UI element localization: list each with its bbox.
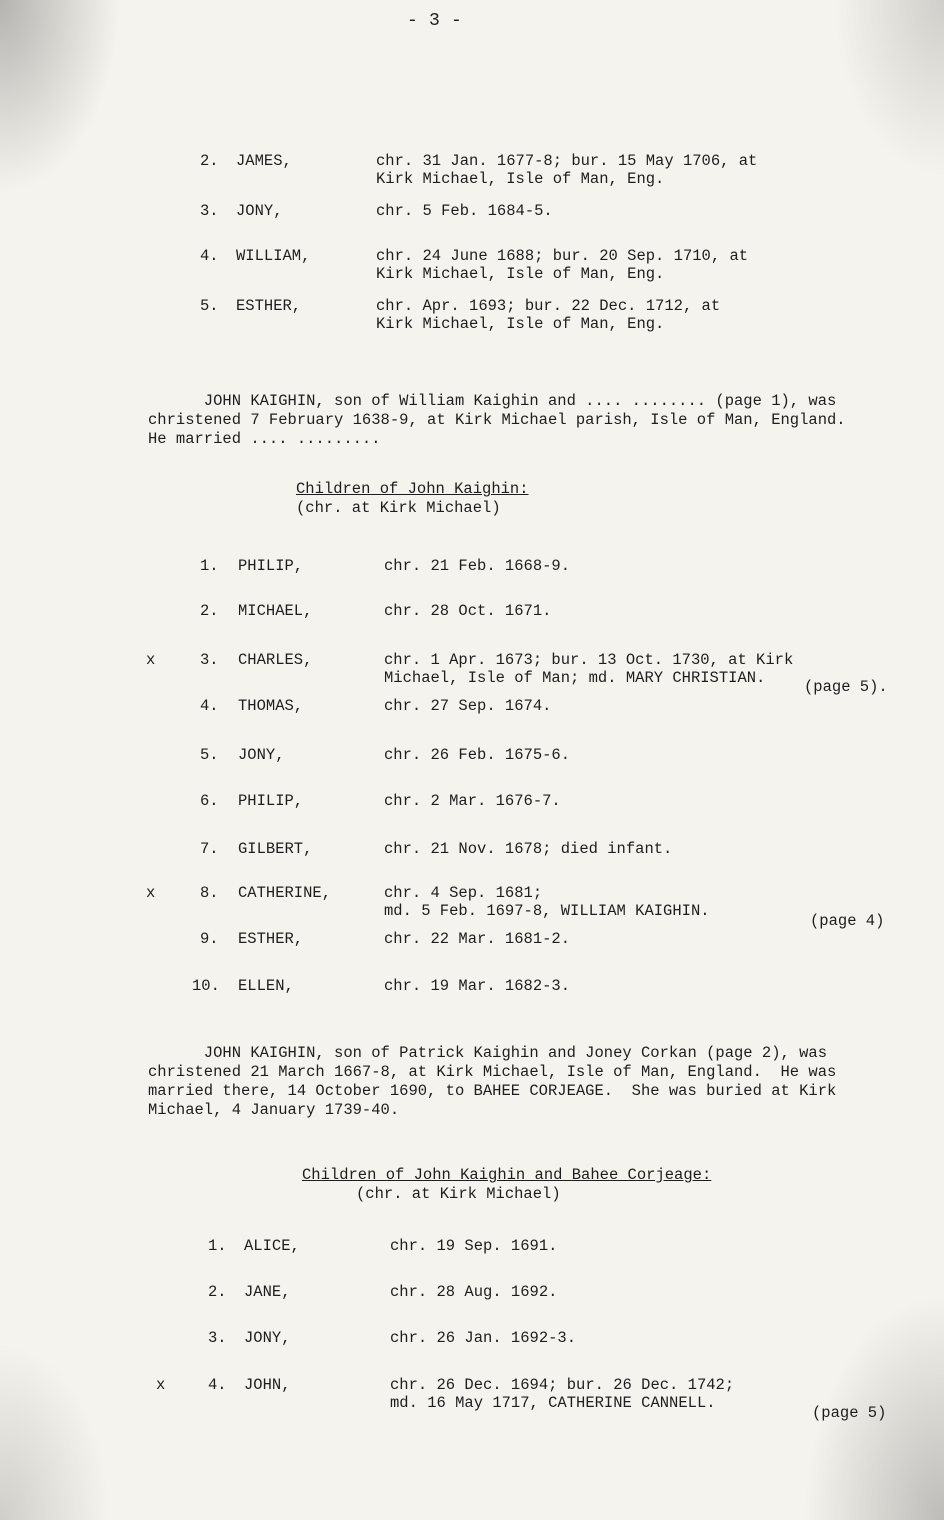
item-detail: chr. 21 Feb. 1668-9. xyxy=(384,557,571,575)
item-name: PHILIP, xyxy=(238,792,304,810)
item-detail: chr. 4 Sep. 1681; md. 5 Feb. 1697-8, WILLIAM KAIGHIN. xyxy=(384,884,710,920)
x-mark: x xyxy=(146,884,156,902)
item-detail: chr. 24 June 1688; bur. 20 Sep. 1710, at Kirk Michael, Isle of Man, Eng. xyxy=(376,247,749,283)
page-number: - 3 - xyxy=(407,11,463,31)
item-number: 3. xyxy=(200,202,219,220)
heading-subtitle: (chr. at Kirk Michael) xyxy=(296,499,501,517)
item-name: THOMAS, xyxy=(238,697,304,715)
item-detail: chr. 28 Oct. 1671. xyxy=(384,602,552,620)
paragraph-john-kaighin-1: JOHN KAIGHIN, son of William Kaighin and .... ........ (page 1), was christened 7 February 1638-9, at Kirk Michael parish, Isle of Man, England. He married .... ......... xyxy=(148,392,846,448)
heading-title: Children of John Kaighin: xyxy=(296,480,529,498)
page-reference: (page 4) xyxy=(810,912,885,930)
item-detail: chr. 22 Mar. 1681-2. xyxy=(384,930,571,948)
item-name: PHILIP, xyxy=(238,557,304,575)
item-detail: chr. 26 Dec. 1694; bur. 26 Dec. 1742; md. 16 May 1717, CATHERINE CANNELL. xyxy=(390,1376,735,1412)
x-mark: x xyxy=(156,1376,166,1394)
item-number: 7. xyxy=(200,840,219,858)
item-detail: chr. 19 Mar. 1682-3. xyxy=(384,977,571,995)
page-reference: (page 5) xyxy=(812,1404,887,1422)
item-detail: chr. 27 Sep. 1674. xyxy=(384,697,552,715)
heading-subtitle: (chr. at Kirk Michael) xyxy=(356,1185,561,1203)
item-detail: chr. Apr. 1693; bur. 22 Dec. 1712, at Kirk Michael, Isle of Man, Eng. xyxy=(376,297,721,333)
item-number: 9. xyxy=(200,930,219,948)
item-number: 3. xyxy=(200,651,219,669)
item-detail: chr. 5 Feb. 1684-5. xyxy=(376,202,553,220)
item-number: 4. xyxy=(208,1376,227,1394)
item-name: ALICE, xyxy=(244,1237,300,1255)
item-detail: chr. 19 Sep. 1691. xyxy=(390,1237,558,1255)
item-name: CHARLES, xyxy=(238,651,313,669)
item-name: ELLEN, xyxy=(238,977,294,995)
item-number: 2. xyxy=(208,1283,227,1301)
item-name: JANE, xyxy=(244,1283,291,1301)
heading-title: Children of John Kaighin and Bahee Corjeage: xyxy=(302,1166,712,1184)
item-number: 2. xyxy=(200,602,219,620)
item-name: GILBERT, xyxy=(238,840,313,858)
item-number: 2. xyxy=(200,152,219,170)
item-number: 5. xyxy=(200,297,219,315)
item-number: 3. xyxy=(208,1329,227,1347)
item-name: MICHAEL, xyxy=(238,602,313,620)
item-detail: chr. 2 Mar. 1676-7. xyxy=(384,792,561,810)
item-number: 8. xyxy=(200,884,219,902)
item-name: ESTHER, xyxy=(238,930,304,948)
item-name: JONY, xyxy=(238,746,285,764)
item-name: JAMES, xyxy=(236,152,292,170)
item-name: CATHERINE, xyxy=(238,884,332,902)
page-reference: (page 5). xyxy=(804,678,888,696)
item-number: 4. xyxy=(200,697,219,715)
item-detail: chr. 28 Aug. 1692. xyxy=(390,1283,558,1301)
item-detail: chr. 1 Apr. 1673; bur. 13 Oct. 1730, at Kirk Michael, Isle of Man; md. MARY CHRISTIAN. xyxy=(384,651,794,687)
item-detail: chr. 31 Jan. 1677-8; bur. 15 May 1706, at Kirk Michael, Isle of Man, Eng. xyxy=(376,152,758,188)
item-number: 4. xyxy=(200,247,219,265)
item-name: JONY, xyxy=(244,1329,291,1347)
item-number: 10. xyxy=(192,977,220,995)
item-detail: chr. 26 Jan. 1692-3. xyxy=(390,1329,577,1347)
x-mark: x xyxy=(146,651,156,669)
item-number: 6. xyxy=(200,792,219,810)
item-name: JOHN, xyxy=(244,1376,291,1394)
item-name: WILLIAM, xyxy=(236,247,311,265)
item-number: 1. xyxy=(208,1237,227,1255)
item-number: 1. xyxy=(200,557,219,575)
paragraph-john-kaighin-2: JOHN KAIGHIN, son of Patrick Kaighin and Joney Corkan (page 2), was christened 21 March 1667-8, at Kirk Michael, Isle of Man, England. He was married there, 14 October 1690, to BAHEE CORJEAGE. She was buried at Kirk Michael, 4 January 1739-40. xyxy=(148,1044,837,1119)
item-name: ESTHER, xyxy=(236,297,302,315)
item-detail: chr. 21 Nov. 1678; died infant. xyxy=(384,840,673,858)
item-detail: chr. 26 Feb. 1675-6. xyxy=(384,746,571,764)
item-name: JONY, xyxy=(236,202,283,220)
item-number: 5. xyxy=(200,746,219,764)
